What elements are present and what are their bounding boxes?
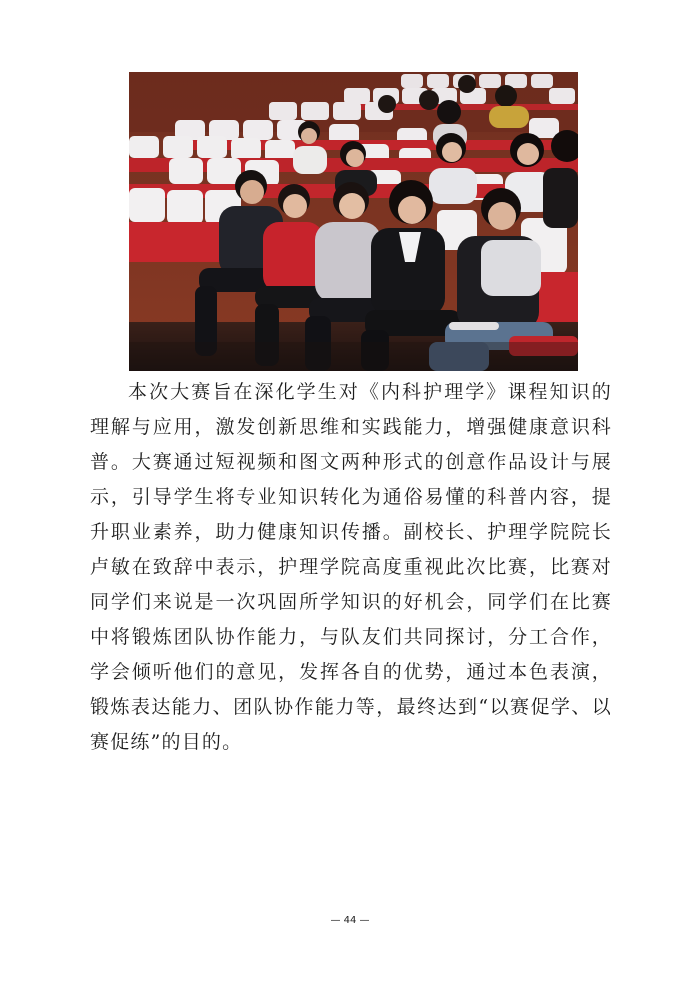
auditorium-photo	[129, 72, 578, 371]
page-number: — 44 —	[330, 915, 370, 926]
photo-illustration	[129, 72, 578, 371]
body-paragraph: 本次大赛旨在深化学生对《内科护理学》课程知识的理解与应用，激发创新思维和实践能力，增强健康意识科普。大赛通过短视频和图文两种形式的创意作品设计与展示，引导学生将专业知识转化为通俗易懂的科普内容，提升职业素养，助力健康知识传播。副校长、护理学院院长卢敏在致辞中表示，护理学院高度重视此次比赛，比赛对同学们来说是一次巩固所学知识的好机会，同学们在比赛中将锻炼团队协作能力，与队友们共同探讨，分工合作，学会倾听他们的意见，发挥各自的优势，通过本色表演，锻炼表达能力、团队协作能力等，最终达到“以赛促学、以赛促练”的目的。	[90, 381, 612, 753]
